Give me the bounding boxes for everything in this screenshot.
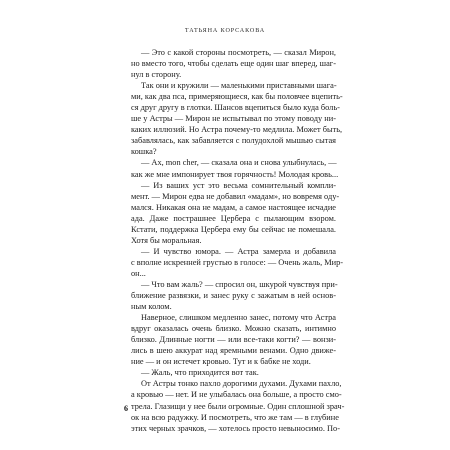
text-line: нул в сторону. — [131, 70, 182, 80]
text-line: а кровью — нет. И не улыбалась она больше, а просто смо- — [131, 390, 342, 400]
text-line: этих черных зрачков, — хотелось просто невыносимо. По- — [131, 423, 340, 433]
text-line: лись в шею аккурат над яремными венами. Одно движе- — [131, 346, 336, 356]
text-line: мался. Никакая она не мадам, а самое настоящее исчадие — [131, 202, 336, 212]
text-line: ок на всю радужку. И посмотреть, что же там — в глубине — [131, 412, 339, 422]
paragraph — [131, 246, 344, 279]
running-head: ТАТЬЯНА КОРСАКОВА — [184, 28, 266, 34]
text-line: ным колом. — [131, 302, 172, 312]
text-line: Так они и кружили — маленькими приставными шага- — [141, 81, 337, 91]
paragraph — [131, 279, 336, 312]
text-line: — Из ваших уст это весьма сомнительный компли- — [141, 180, 336, 190]
text-line: но вместо того, чтобы сделать еще один шаг вперед, шаг- — [131, 59, 336, 69]
page-number: 6 — [124, 404, 128, 413]
text-line: забавлялась, как забавляется с полудохлой мышью сытая — [131, 136, 336, 146]
text-line: ближение развязки, и занес руку с зажатым в ней основ- — [131, 291, 336, 301]
text-line: — Жаль, что приходится вот так. — [141, 368, 259, 378]
text-line: Наверное, слишком медленно занес, потому что Астра — [141, 313, 336, 323]
text-line: трела. Глазищи у нее были огромные. Один сплошной зрач- — [131, 401, 345, 411]
paragraph — [131, 157, 339, 179]
text-line: как же мне импонирует твоя горячность! Молодая кровь... — [131, 169, 339, 179]
text-line: близко. Длинные ногти — или все-таки когти? — вонзи- — [131, 335, 336, 345]
text-line: ада. Даже пострашнее Цербера с пылающим взором. — [131, 213, 336, 223]
text-line: — И чувство юмора. — Астра замерла и добавила — [141, 246, 336, 256]
text-line: ся друг другу в глотки. Шансов вцепиться было куда боль- — [131, 103, 340, 113]
body-text — [131, 47, 345, 434]
text-line: он... — [131, 268, 146, 278]
text-line: с вполне искренней грустью в голосе: — Очень жаль, Мир- — [131, 257, 344, 267]
text-line: — Что вам жаль? — спросил он, шкурой чувствуя при- — [141, 279, 338, 289]
text-line: Кстати, поддержка Цербера ему бы сейчас не помешала. — [131, 224, 336, 234]
text-line: — Это с какой стороны посмотреть, — сказал Мирон, — [141, 48, 336, 57]
paragraph — [131, 367, 336, 378]
text-line: кошка? — [131, 147, 157, 157]
text-line: каких иллюзий. Но Астра почему-то медлила. Может быть, — [131, 125, 343, 135]
text-line: — Ах, mon cher, — сказала она и снова улыбнулась, — — [141, 158, 337, 168]
paragraph — [131, 47, 336, 80]
paragraph — [131, 80, 343, 157]
paragraph — [131, 312, 336, 367]
text-line: мент. — Мирон едва не добавил «мадам», но вовремя оду- — [131, 191, 340, 201]
text-line: Хотя бы моральная. — [131, 235, 202, 245]
text-line: ми, как два пса, примеряющиеся, как бы половчее вцепить- — [131, 92, 343, 102]
text-line: вдруг оказалась очень близко. Можно сказать, интимно — [131, 324, 336, 334]
paragraph — [131, 378, 345, 433]
text-line: ние — и он истечет кровью. Тут и к бабке не ходи. — [131, 357, 311, 367]
text-line: От Астры тонко пахло дорогими духами. Духами пахло, — [141, 379, 342, 389]
text-line: ше у Астры — Мирон не испытывал по этому поводу ни- — [131, 114, 336, 124]
paragraph — [131, 180, 340, 246]
